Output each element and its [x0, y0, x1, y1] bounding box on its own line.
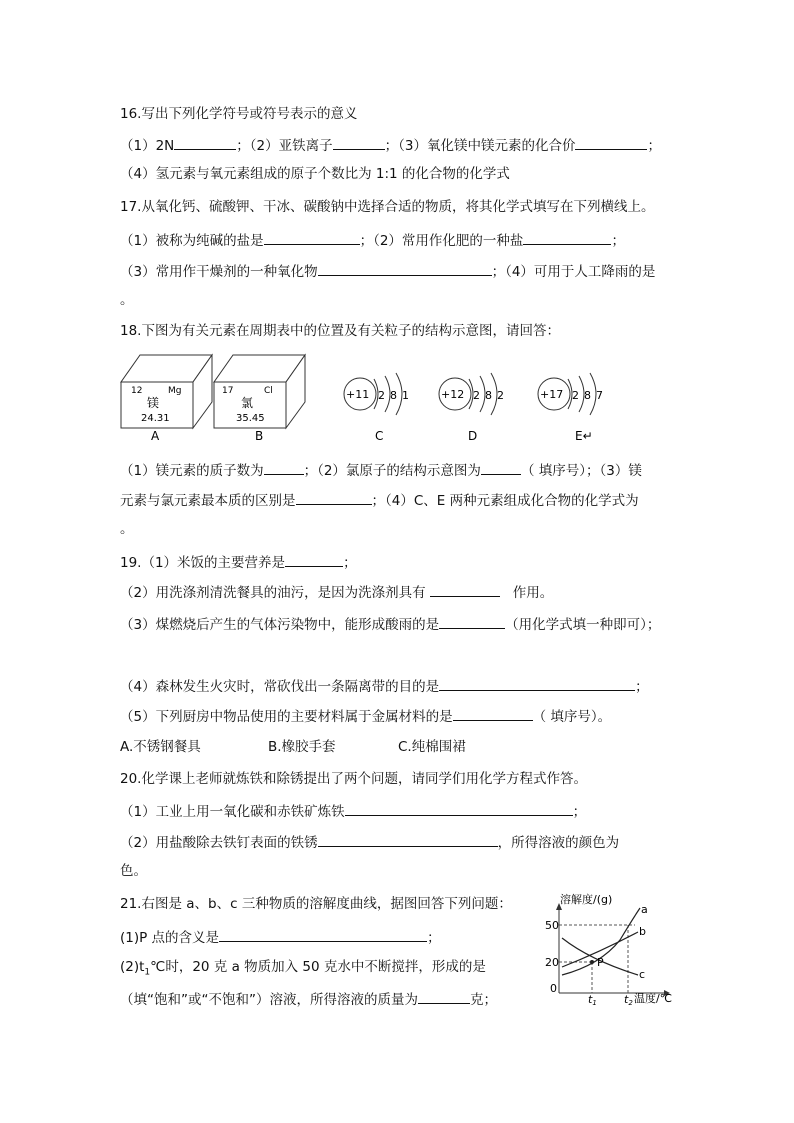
- curve-a-label: a: [641, 903, 648, 916]
- q19-line3: [120, 614, 660, 634]
- q19-d1: （4）森林发生火灾时，常砍伐出一条隔离带的目的是: [120, 679, 440, 695]
- q18-l1b: ；（2）氯原子的结构示意图为: [303, 463, 481, 479]
- q19-line1: [120, 552, 357, 572]
- q18-l1c: （ 填序号）；（3）镁: [520, 463, 642, 479]
- fig-label-a: A: [151, 429, 160, 443]
- q17-title: 17.从氧化钙、硫酸钾、干冰、碳酸钠中选择合适的物质，将其化学式填写在下列横线上。: [120, 199, 655, 215]
- fig-label-e: E↵: [575, 429, 593, 443]
- q18-end: 。: [120, 521, 134, 537]
- q16-p5: （4）氢元素与氧元素组成的原子个数比为 1:1 的化合物的化学式: [120, 166, 510, 182]
- q18-l1a: （1）镁元素的质子数为: [120, 463, 264, 479]
- q21-c2: 克；: [469, 992, 497, 1008]
- atom-c-shell-3: 1: [402, 389, 409, 402]
- chart-origin: 0: [550, 982, 557, 995]
- q21-b1: (2)t: [120, 959, 145, 975]
- q20-a2: ；: [572, 804, 587, 820]
- q20-b2: ，所得溶液的颜色为: [497, 835, 620, 851]
- q19-line5: [120, 706, 611, 726]
- q17-end: 。: [120, 292, 134, 308]
- q18-l2a: 元素与氯元素最本质的区别是: [120, 493, 296, 509]
- q19-b1: （2）用洗涤剂清洗餐具的油污，是因为洗涤剂具有: [120, 585, 426, 601]
- fig-label-c: C: [375, 429, 384, 443]
- atom-d-shell-3: 2: [497, 389, 504, 402]
- atom-d-shell-1: 2: [473, 389, 480, 402]
- q20-b1: （2）用盐酸除去铁钉表面的铁锈: [120, 835, 318, 851]
- q16-p4: ；: [647, 138, 661, 154]
- atom-e-shell-2: 8: [584, 389, 591, 402]
- chart-tick-t1: t1: [588, 993, 597, 1007]
- q19-blank-2[interactable]: [430, 582, 500, 597]
- q20-blank-2[interactable]: [318, 832, 498, 847]
- q18-line2: [120, 490, 639, 510]
- q18-blank-1[interactable]: [264, 460, 304, 475]
- box-b-name: 氯: [241, 396, 254, 410]
- q20-blank-1[interactable]: [345, 801, 573, 816]
- point-p: [590, 960, 594, 964]
- q16-title: 16.写出下列化学符号或符号表示的意义: [120, 106, 358, 122]
- atom-e-shell-1: 2: [572, 389, 579, 402]
- q19-a2: ；: [343, 555, 357, 571]
- q21-blank-1[interactable]: [219, 927, 427, 942]
- chart-tick-20: 20: [545, 956, 559, 969]
- q21-line3: [120, 989, 497, 1009]
- q17-a3: ；: [611, 233, 625, 249]
- q19-c1: （3）煤燃烧后产生的气体污染物中，能形成酸雨的是: [120, 617, 440, 633]
- q19-blank-3[interactable]: [439, 614, 505, 629]
- chart-tick-t2: t2: [624, 993, 633, 1007]
- atom-e-shell-3: 7: [596, 389, 603, 402]
- box-a-number: 12: [131, 386, 143, 396]
- q20-title: 20.化学课上老师就炼铁和除锈提出了两个问题，请同学们用化学方程式作答。: [120, 771, 587, 787]
- q19-c2: （用化学式填一种即可）；: [505, 617, 661, 633]
- fig-label-b: B: [255, 429, 264, 443]
- q16-p2: ；（2）亚铁离子: [236, 138, 333, 154]
- q17-b1: （3）常用作干燥剂的一种氧化物: [120, 264, 318, 280]
- q21-line2: [120, 958, 486, 982]
- q21-b1-sub: 1: [144, 967, 151, 978]
- chart-xlabel: 温度/℃: [634, 992, 673, 1005]
- q17-a1: （1）被称为纯碱的盐是: [120, 233, 264, 249]
- q21-blank-2[interactable]: [418, 989, 470, 1004]
- box-a-symbol: Mg: [168, 386, 182, 396]
- q18-blank-3[interactable]: [296, 490, 372, 505]
- q18-l2b: ；（4）C、E 两种元素组成化合物的化学式为: [371, 493, 639, 509]
- q18-title: 18.下图为有关元素在周期表中的位置及有关粒子的结构示意图，请回答：: [120, 323, 560, 339]
- atom-c-shell-2: 8: [390, 389, 397, 402]
- q19-blank-5[interactable]: [453, 706, 533, 721]
- q17-b2: ；（4）可用于人工降雨的是: [491, 264, 656, 280]
- box-b-symbol: Cl: [264, 386, 273, 396]
- q20-a1: （1）工业上用一氧化碳和赤铁矿炼铁: [120, 804, 345, 820]
- q19-blank-1[interactable]: [285, 552, 343, 567]
- atom-c-shell-1: 2: [378, 389, 385, 402]
- box-a-mass: 24.31: [141, 413, 170, 424]
- box-a-name: 镁: [147, 396, 160, 410]
- chart-tick-50: 50: [545, 919, 559, 932]
- q19-a1: 19.（1）米饭的主要营养是: [120, 555, 286, 571]
- box-b-number: 17: [222, 386, 234, 396]
- q20-end: 色。: [120, 863, 147, 879]
- q18-blank-2[interactable]: [481, 460, 521, 475]
- q21-line1: [120, 927, 441, 947]
- curve-b-label: b: [639, 925, 646, 938]
- q20-line1: [120, 801, 586, 821]
- atom-d-core: +12: [441, 388, 465, 401]
- q19-option-b: B.橡胶手套: [268, 739, 336, 755]
- q19-option-a: A.不锈钢餐具: [120, 739, 201, 755]
- q21-title: 21.右图是 a、b、c 三种物质的溶解度曲线，据图回答下列问题：: [120, 896, 512, 912]
- q18-line1: [120, 460, 642, 480]
- fig-label-d: D: [468, 429, 478, 443]
- chart-ylabel: 溶解度/(g): [560, 893, 613, 906]
- q19-line2: [120, 582, 553, 602]
- solubility-chart: [556, 903, 670, 996]
- q21-c1: （填“饱和”或“不饱和”）溶液，所得溶液的质量为: [120, 992, 418, 1008]
- q19-e2: （ 填序号）。: [532, 709, 612, 725]
- chart-point-label: P: [597, 956, 604, 969]
- q19-d2: ；: [635, 679, 649, 695]
- curve-c-label: c: [639, 968, 646, 981]
- q19-option-c: C.纯棉围裙: [398, 739, 466, 755]
- q16-p1: （1）2N: [120, 138, 175, 154]
- q19-b2: 作用。: [512, 585, 554, 601]
- q19-blank-4[interactable]: [439, 676, 635, 691]
- q16-p3: ；（3）氧化镁中镁元素的化合价: [384, 138, 576, 154]
- q17-a2: ；（2）常用作化肥的一种盐: [359, 233, 524, 249]
- q21-b2: ℃时，20 克 a 物质加入 50 克水中不断搅拌，形成的是: [150, 959, 486, 975]
- q21-a2: ；: [427, 930, 441, 946]
- atom-d-shell-2: 8: [485, 389, 492, 402]
- atom-c-core: +11: [346, 388, 370, 401]
- q20-line2: [120, 832, 619, 852]
- box-b-mass: 35.45: [236, 413, 265, 424]
- atom-e-core: +17: [540, 388, 564, 401]
- q21-a1: (1)P 点的含义是: [120, 930, 220, 946]
- q19-line4: [120, 676, 649, 696]
- q19-e1: （5）下列厨房中物品使用的主要材料属于金属材料的是: [120, 709, 453, 725]
